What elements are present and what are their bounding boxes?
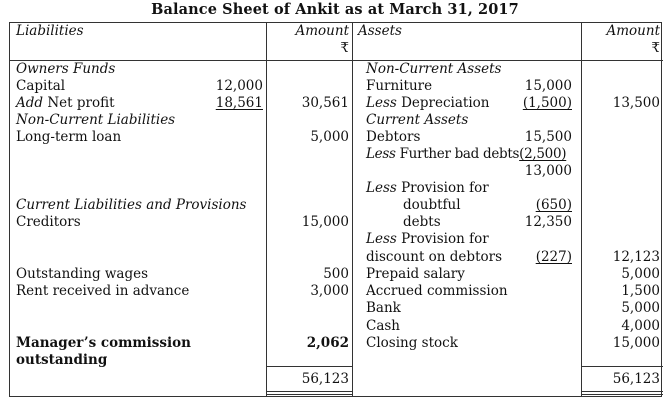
liab-amount-header: Amount [295, 23, 349, 39]
capital-value: 12,000 [215, 78, 263, 94]
provision-doubtful-label: Provision for [396, 180, 489, 196]
provision-discount-line1 [366, 231, 489, 248]
wages-value: 500 [323, 266, 349, 282]
liab-currency-symbol: ₹ [340, 40, 349, 56]
less-word: Less [366, 180, 397, 196]
capital-label: Capital [16, 78, 66, 94]
net-profit-value: 18,561 [215, 95, 263, 111]
loan-label: Long-term loan [16, 129, 122, 145]
net-profit-label: Net profit [43, 95, 115, 111]
liab-total-double-rule-1 [266, 391, 352, 392]
creditors-label: Creditors [16, 214, 81, 230]
bad-debts-row [366, 146, 566, 163]
bank-value: 5,000 [621, 300, 660, 316]
assets-total: 56,123 [612, 371, 660, 387]
depreciation-label: Depreciation [396, 95, 490, 111]
add-word: Add [16, 95, 44, 111]
cash-value: 4,000 [621, 318, 660, 334]
furniture-net-value: 13,500 [612, 95, 660, 111]
less-word: Less [366, 146, 396, 162]
provision-doubtful-value-cell [480, 197, 572, 214]
non-current-liabilities-heading: Non-Current Liabilities [16, 112, 176, 128]
manager-commission-value: 2,062 [306, 335, 349, 351]
provision-discount-value-cell [480, 249, 572, 266]
furniture-value: 15,000 [524, 78, 572, 94]
less-word: Less [366, 231, 397, 247]
stock-value: 15,000 [612, 335, 660, 351]
prepaid-value: 5,000 [621, 266, 660, 282]
wages-label: Outstanding wages [16, 266, 149, 282]
provision-discount-label: Provision for [396, 231, 489, 247]
bad-debts-label: Further bad debts [395, 146, 520, 162]
provision-doubtful-line3: debts [403, 214, 441, 230]
current-assets-heading: Current Assets [366, 112, 469, 128]
accrued-label: Accrued commission [366, 283, 508, 299]
assets-amount-header: Amount [606, 23, 660, 39]
debtors-label: Debtors [366, 129, 421, 145]
provision-discount-value: (227) [535, 249, 572, 265]
non-current-assets-heading: Non-Current Assets [366, 61, 502, 77]
liabilities-total: 56,123 [301, 371, 349, 387]
cash-label: Cash [366, 318, 401, 334]
assets-header: Assets [358, 23, 402, 39]
net-profit-row [16, 95, 115, 112]
depreciation-value: (1,500) [522, 95, 572, 111]
balance-sheet-title: Balance Sheet of Ankit as at March 31, 2017 [151, 1, 519, 18]
creditors-value: 15,000 [301, 214, 349, 230]
bad-debts-value: (2,500) [519, 146, 567, 162]
prepaid-label: Prepaid salary [366, 266, 465, 282]
col-divider-center [352, 23, 353, 396]
assets-total-top-rule [581, 366, 663, 367]
current-liabilities-heading: Current Liabilities and Provisions [16, 197, 247, 213]
owners-funds-total: 30,561 [301, 95, 349, 111]
provision-doubtful-value: (650) [535, 197, 572, 213]
stock-label: Closing stock [366, 335, 458, 351]
debtors-after-provision: 12,350 [524, 214, 572, 230]
debtors-net-value: 12,123 [612, 249, 660, 265]
manager-commission-label-2: outstanding [16, 352, 108, 368]
assets-total-double-rule-2 [581, 394, 663, 395]
manager-commission-label-1: Manager’s commission [16, 335, 191, 351]
assets-total-double-rule-1 [581, 391, 663, 392]
assets-currency-symbol: ₹ [651, 40, 660, 56]
provision-doubtful-line1 [366, 180, 489, 197]
less-word: Less [366, 95, 397, 111]
liabilities-header: Liabilities [16, 23, 84, 39]
debtors-value: 15,500 [524, 129, 572, 145]
rent-label: Rent received in advance [16, 283, 190, 299]
bank-label: Bank [366, 300, 401, 316]
net-profit-value-cell [160, 95, 263, 112]
owners-funds-heading: Owners Funds [16, 61, 116, 77]
liab-total-double-rule-2 [266, 394, 352, 395]
liab-total-top-rule [266, 366, 352, 367]
balance-sheet-table [9, 22, 662, 397]
depreciation-value-cell [480, 95, 572, 112]
depreciation-row [366, 95, 490, 112]
loan-value: 5,000 [310, 129, 349, 145]
rent-value: 3,000 [310, 283, 349, 299]
provision-discount-line2: discount on debtors [366, 249, 503, 265]
provision-doubtful-line2: doubtful [403, 197, 461, 213]
furniture-label: Furniture [366, 78, 433, 94]
accrued-value: 1,500 [621, 283, 660, 299]
debtors-after-bad-debts: 13,000 [524, 163, 572, 179]
